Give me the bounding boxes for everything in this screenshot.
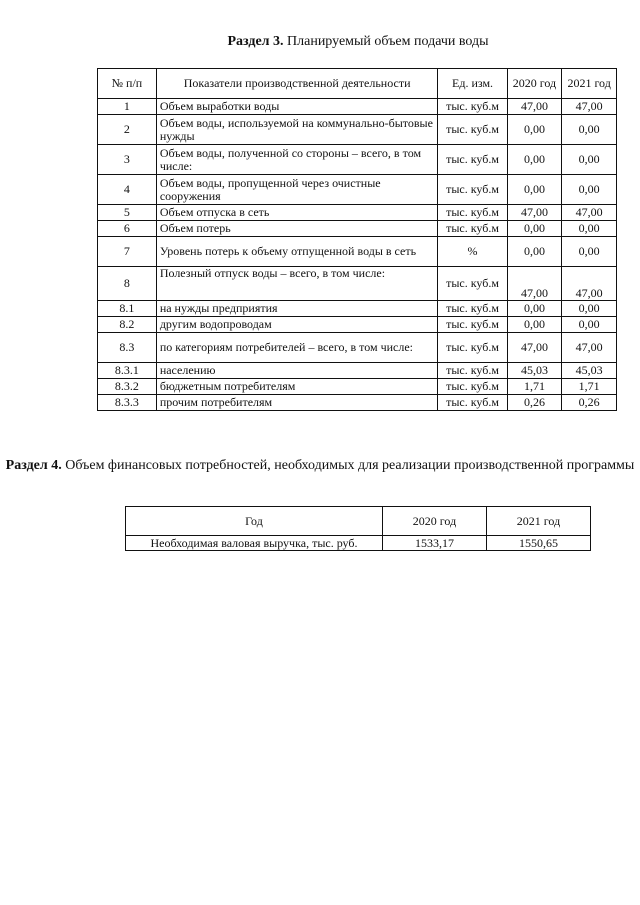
row-value-2021: 0,00 [562, 317, 617, 333]
table-row [98, 221, 617, 237]
row-value-2020: 0,00 [507, 115, 562, 145]
table-row [98, 115, 617, 145]
header-year: Год [126, 507, 383, 536]
row-unit: тыс. куб.м [438, 301, 507, 317]
row-num: 7 [98, 237, 157, 267]
row-value-2021: 0,00 [562, 237, 617, 267]
row-value-2021: 47,00 [562, 333, 617, 363]
row-unit: тыс. куб.м [438, 395, 507, 411]
row-indicator: населению [156, 363, 438, 379]
row-unit: тыс. куб.м [438, 333, 507, 363]
header-2021: 2021 год [487, 507, 591, 536]
table-header-row [126, 507, 591, 536]
row-indicator: Объем отпуска в сеть [156, 205, 438, 221]
row-indicator: Уровень потерь к объему отпущенной воды в сеть [156, 237, 438, 267]
row-num: 8.3.1 [98, 363, 157, 379]
section-4-title [0, 457, 640, 474]
row-unit: тыс. куб.м [438, 99, 507, 115]
row-value-2020: 0,26 [507, 395, 562, 411]
row-indicator: бюджетным потребителям [156, 379, 438, 395]
row-num: 2 [98, 115, 157, 145]
row-unit: тыс. куб.м [438, 267, 507, 301]
table-row [98, 267, 617, 301]
row-indicator: Объем воды, используемой на коммунально-бытовые нужды [156, 115, 438, 145]
table-row [98, 145, 617, 175]
row-value-2021: 0,00 [562, 115, 617, 145]
row-num: 8 [98, 267, 157, 301]
financial-needs-table [125, 506, 591, 551]
row-num: 1 [98, 99, 157, 115]
row-indicator: Полезный отпуск воды – всего, в том числе: [156, 267, 438, 301]
row-indicator: Объем потерь [156, 221, 438, 237]
revenue-label: Необходимая валовая выручка, тыс. руб. [126, 536, 383, 551]
row-value-2020: 0,00 [507, 317, 562, 333]
header-unit: Ед. изм. [438, 69, 507, 99]
row-unit: тыс. куб.м [438, 221, 507, 237]
row-value-2020: 47,00 [507, 333, 562, 363]
row-num: 8.3 [98, 333, 157, 363]
table-row [98, 333, 617, 363]
table-row [98, 363, 617, 379]
row-num: 3 [98, 145, 157, 175]
header-2020: 2020 год [383, 507, 487, 536]
row-num: 8.2 [98, 317, 157, 333]
section-4-title-bold: Раздел 4. [5, 458, 62, 473]
row-num: 8.1 [98, 301, 157, 317]
revenue-2020: 1533,17 [383, 536, 487, 551]
table-row [98, 317, 617, 333]
header-2020: 2020 год [507, 69, 562, 99]
table-row [98, 395, 617, 411]
row-value-2021: 1,71 [562, 379, 617, 395]
row-value-2020: 47,00 [507, 267, 562, 301]
section-3-title [38, 33, 640, 50]
row-num: 6 [98, 221, 157, 237]
table-body [98, 99, 617, 411]
header-num: № п/п [98, 69, 157, 99]
table-row [126, 536, 591, 551]
section-4-title-text: Объем финансовых потребностей, необходимых для реализации производственной программы [61, 458, 635, 473]
row-value-2021: 47,00 [562, 267, 617, 301]
table-row [98, 99, 617, 115]
header-2021: 2021 год [562, 69, 617, 99]
row-unit: тыс. куб.м [438, 175, 507, 205]
row-unit: тыс. куб.м [438, 363, 507, 379]
row-value-2020: 0,00 [507, 237, 562, 267]
row-unit: тыс. куб.м [438, 205, 507, 221]
row-unit: тыс. куб.м [438, 115, 507, 145]
row-value-2021: 0,26 [562, 395, 617, 411]
row-unit: тыс. куб.м [438, 317, 507, 333]
row-indicator: на нужды предприятия [156, 301, 438, 317]
row-value-2021: 45,03 [562, 363, 617, 379]
header-indicator: Показатели производственной деятельности [156, 69, 438, 99]
row-value-2021: 0,00 [562, 145, 617, 175]
row-value-2020: 0,00 [507, 301, 562, 317]
row-value-2021: 0,00 [562, 221, 617, 237]
row-value-2020: 0,00 [507, 145, 562, 175]
water-supply-table [97, 68, 617, 411]
row-num: 8.3.3 [98, 395, 157, 411]
row-num: 5 [98, 205, 157, 221]
row-value-2021: 0,00 [562, 175, 617, 205]
revenue-2021: 1550,65 [487, 536, 591, 551]
row-value-2021: 47,00 [562, 99, 617, 115]
table-header-row [98, 69, 617, 99]
row-num: 4 [98, 175, 157, 205]
table-row [98, 237, 617, 267]
row-value-2020: 0,00 [507, 175, 562, 205]
table-row [98, 379, 617, 395]
table-row [98, 175, 617, 205]
section-3-title-bold: Раздел 3. [227, 34, 284, 49]
row-value-2020: 47,00 [507, 205, 562, 221]
table-row [98, 205, 617, 221]
section-3-title-text: Планируемый объем подачи воды [283, 34, 489, 49]
row-indicator: другим водопроводам [156, 317, 438, 333]
row-num: 8.3.2 [98, 379, 157, 395]
row-indicator: Объем воды, пропущенной через очистные сооружения [156, 175, 438, 205]
row-indicator: Объем воды, полученной со стороны – всего, в том числе: [156, 145, 438, 175]
row-value-2020: 45,03 [507, 363, 562, 379]
row-value-2020: 0,00 [507, 221, 562, 237]
row-unit: % [438, 237, 507, 267]
row-value-2020: 47,00 [507, 99, 562, 115]
row-indicator: Объем выработки воды [156, 99, 438, 115]
row-unit: тыс. куб.м [438, 379, 507, 395]
row-indicator: прочим потребителям [156, 395, 438, 411]
row-unit: тыс. куб.м [438, 145, 507, 175]
table-row [98, 301, 617, 317]
row-value-2020: 1,71 [507, 379, 562, 395]
row-value-2021: 0,00 [562, 301, 617, 317]
row-indicator: по категориям потребителей – всего, в том числе: [156, 333, 438, 363]
row-value-2021: 47,00 [562, 205, 617, 221]
